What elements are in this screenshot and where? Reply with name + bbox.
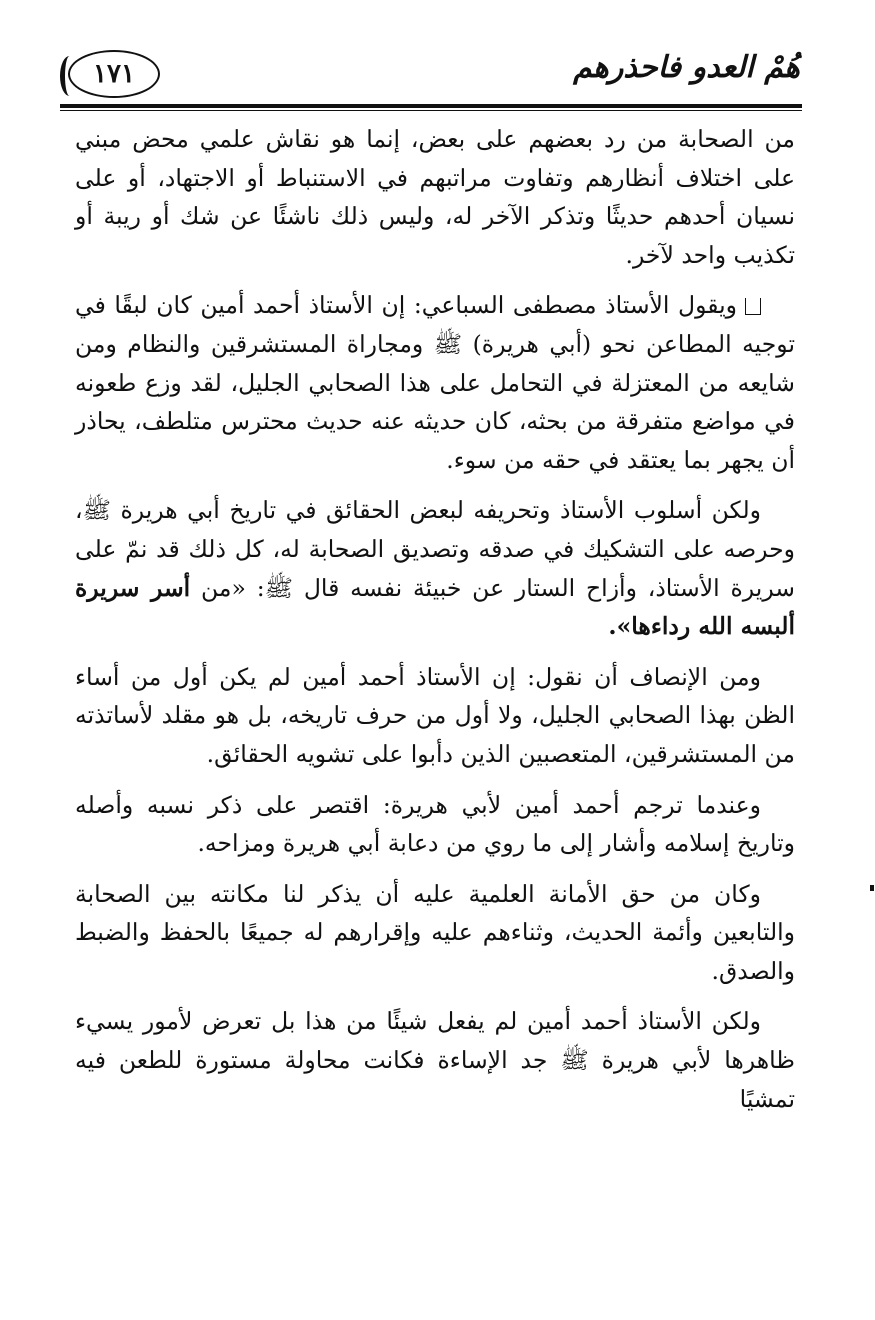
paragraph bbox=[75, 286, 795, 479]
paragraph bbox=[75, 875, 795, 991]
paragraph bbox=[75, 120, 795, 274]
paragraph-text: ويقول الأستاذ مصطفى السباعي: إن الأستاذ أحمد أمين كان لبقًا في توجيه المطاعن نحو (أبي هريرة) ﷺ ومجاراة المستشرقين والنظام ومن شايعه من المعتزلة في التحامل على هذا الصحابي الجليل، لقد وزع طعونه في مواضع متفرقة من بحثه، كان حديثه عنه حديث محترس متلطف، يحاذر أن يجهر بما يعتقد في حقه من سوء. bbox=[75, 291, 795, 474]
paragraph-text: ولكن أسلوب الأستاذ وتحريفه لبعض الحقائق في تاريخ أبي هريرة ﷺ، وحرصه على التشكيك في صدقه وتصديق الصحابة له، كل ذلك قد نمّ على سريرة الأستاذ، وأزاح الستار عن خبيئة نفسه قال ﷺ: «من bbox=[75, 496, 795, 602]
page-body bbox=[75, 120, 795, 1130]
hadith-quote: أسر سريرة ألبسه الله رداءها». bbox=[75, 573, 795, 641]
paragraph bbox=[75, 786, 795, 863]
paragraph-text: ومن الإنصاف أن نقول: إن الأستاذ أحمد أمين لم يكن أول من أساء الظن بهذا الصحابي الجليل، ولا أول من حرف تاريخه، بل هو مقلد لأساتذته من المستشرقين، المتعصبين الذين دأبوا على تشويه الحقائق. bbox=[75, 662, 795, 768]
paragraph bbox=[75, 1002, 795, 1118]
page-number-badge bbox=[60, 48, 160, 104]
running-title: هُمْ العدو فاحذرهم bbox=[573, 50, 800, 85]
paragraph bbox=[75, 658, 795, 774]
paragraph bbox=[75, 491, 795, 645]
quote-bracket-icon bbox=[745, 298, 761, 315]
margin-mark bbox=[870, 885, 874, 891]
header-rule-thick bbox=[60, 104, 802, 108]
paragraph-text: وكان من حق الأمانة العلمية عليه أن يذكر لنا مكانته بين الصحابة والتابعين وأئمة الحديث، وثناءهم عليه وإقرارهم له جميعًا بالحفظ والضبط والصدق. bbox=[75, 879, 795, 985]
header-rule-thin bbox=[60, 110, 802, 111]
page-number: ١٧١ bbox=[68, 50, 160, 98]
paragraph-text: من الصحابة من رد بعضهم على بعض، إنما هو نقاش علمي محض مبني على اختلاف أنظارهم وتفاوت مراتبهم في الاستنباط أو الاجتهاد، أو على نسيان أحدهم حديثًا وتذكر الآخر له، وليس ذلك ناشئًا عن شك أو ريبة أو تكذيب واحد لآخر. bbox=[75, 125, 795, 269]
paragraph-text: وعندما ترجم أحمد أمين لأبي هريرة: اقتصر على ذكر نسبه وأصله وتاريخ إسلامه وأشار إلى ما روي من دعابة أبي هريرة ومزاحه. bbox=[75, 790, 795, 858]
paragraph-text: ولكن الأستاذ أحمد أمين لم يفعل شيئًا من هذا بل تعرض لأمور يسيء ظاهرها لأبي هريرة ﷺ جد الإساءة فكانت محاولة مستورة للطعن فيه تمشيًا bbox=[75, 1007, 795, 1113]
page-header bbox=[60, 48, 800, 108]
